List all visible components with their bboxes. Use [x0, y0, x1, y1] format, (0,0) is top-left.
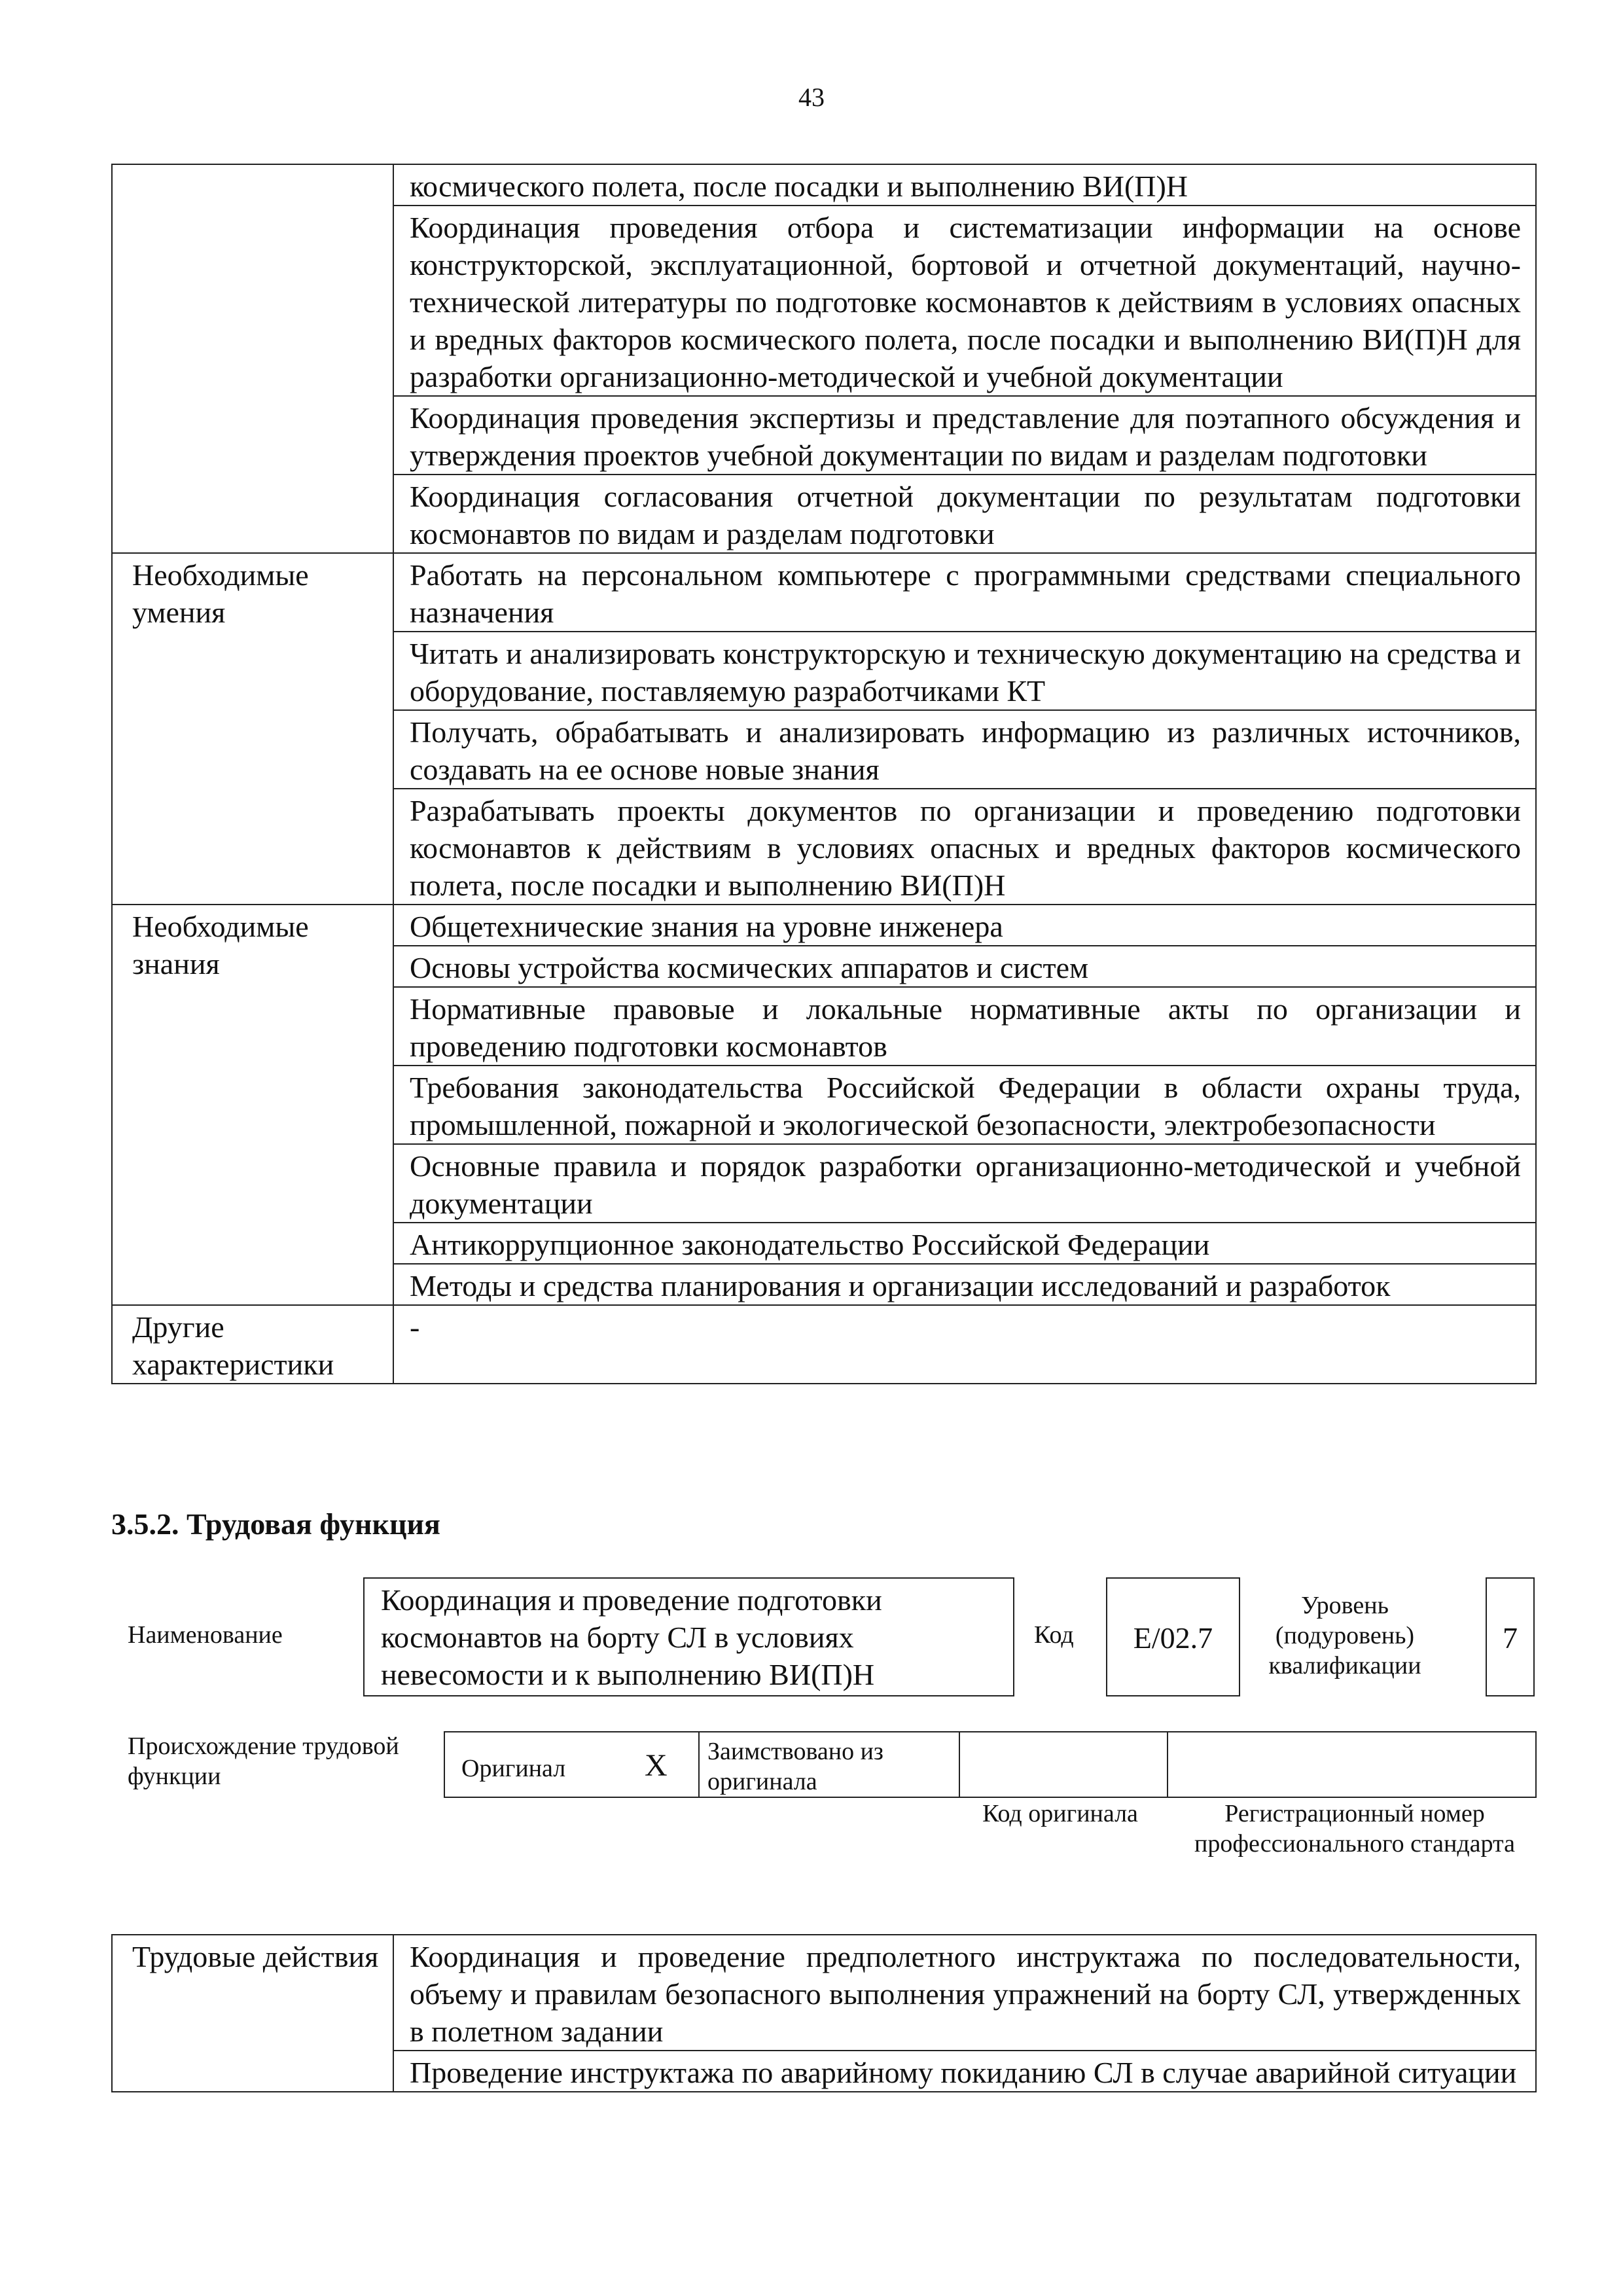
table-cell: Координация и проведение предполетного инструктажа по последовательности, объему и правилам безопасного выполнения упражнений на борту СЛ, утвержденных в полетном задании: [393, 1935, 1536, 2051]
table-cell: Координация проведения отбора и систематизации информации на основе конструкторской, эксплуатационной, бортовой и отчетной документаций, научно-технической литературы по подготовке космонавтов к действиям в условиях опасных и вредных факторов космического полета, после посадки и выполнению ВИ(П)Н для разработки организационно-методической и учебной документации: [393, 206, 1536, 396]
table-cell: Координация проведения экспертизы и представление для поэтапного обсуждения и утверждения проектов учебной документации по видам и разделам подготовки: [393, 396, 1536, 475]
table-cell: Нормативные правовые и локальные нормативные акты по организации и проведению подготовки космонавтов: [393, 987, 1536, 1066]
table-cell: -: [393, 1305, 1536, 1384]
table-cell: Получать, обрабатывать и анализировать информацию из различных источников, создавать на ее основе новые знания: [393, 710, 1536, 789]
code-value: E/02.7: [1133, 1621, 1213, 1655]
name-box: [363, 1577, 1014, 1696]
level-value: 7: [1503, 1621, 1518, 1655]
name-label: Наименование: [128, 1621, 283, 1649]
code-label: Код: [1034, 1621, 1074, 1649]
table-row: [112, 905, 1536, 946]
table-cell: Работать на персональном компьютере с программными средствами специального назначения: [393, 553, 1536, 632]
original-code-cell: [959, 1732, 1167, 1797]
registration-number-caption: Регистрационный номер профессионального стандарта: [1194, 1800, 1515, 1857]
origin-row: [444, 1731, 1537, 1798]
borrowed-cell: [698, 1732, 959, 1797]
table-row: [112, 1935, 1536, 2051]
table-cell: Общетехнические знания на уровне инженера: [393, 905, 1536, 946]
row-label-knowledge: Необходимые знания: [112, 905, 393, 1305]
row-label: [112, 164, 393, 553]
table-cell: Основные правила и порядок разработки организационно-методической и учебной документации: [393, 1144, 1536, 1223]
original-code-caption: Код оригинала: [982, 1800, 1138, 1827]
level-label: Уровень (подуровень) квалификации: [1268, 1592, 1421, 1679]
table-row: [112, 553, 1536, 632]
section-heading: 3.5.2. Трудовая функция: [111, 1507, 440, 1541]
page-number: 43: [798, 82, 825, 112]
table-cell: Читать и анализировать конструкторскую и техническую документацию на средства и оборудование, поставляемую разработчиками КТ: [393, 632, 1536, 710]
origin-label: Происхождение трудовой функции: [128, 1732, 399, 1790]
original-cell: [445, 1732, 698, 1797]
labor-actions-table: [111, 1934, 1537, 2092]
table-cell: Разрабатывать проекты документов по организации и проведению подготовки космонавтов к действиям в условиях опасных и вредных факторов космического полета, после посадки и выполнению ВИ(П)Н: [393, 789, 1536, 905]
table-cell: Основы устройства космических аппаратов и систем: [393, 946, 1536, 987]
table-cell: космического полета, после посадки и выполнению ВИ(П)Н: [393, 164, 1536, 206]
original-mark: X: [645, 1748, 668, 1783]
table-cell: Проведение инструктажа по аварийному покиданию СЛ в случае аварийной ситуации: [393, 2051, 1536, 2092]
table-cell: Координация согласования отчетной документации по результатам подготовки космонавтов по видам и разделам подготовки: [393, 475, 1536, 553]
table-cell: Методы и средства планирования и организации исследований и разработок: [393, 1264, 1536, 1305]
row-label-actions: Трудовые действия: [112, 1935, 393, 2092]
code-box: [1106, 1577, 1240, 1696]
table-cell: Антикоррупционное законодательство Российской Федерации: [393, 1223, 1536, 1264]
competency-table: [111, 164, 1537, 1384]
row-label-skills: Необходимые умения: [112, 553, 393, 905]
borrowed-label: Заимствовано из оригинала: [707, 1738, 883, 1795]
level-box: [1486, 1577, 1535, 1696]
row-label-other: Другие характеристики: [112, 1305, 393, 1384]
table-row: [112, 1305, 1536, 1384]
original-label: Оригинал: [461, 1755, 566, 1782]
function-name: Координация и проведение подготовки космонавтов на борту СЛ в условиях невесомости и к выполнению ВИ(П)Н: [381, 1583, 882, 1691]
table-cell: Требования законодательства Российской Федерации в области охраны труда, промышленной, пожарной и экологической безопасности, электробезопасности: [393, 1066, 1536, 1144]
table-row: [112, 164, 1536, 206]
registration-number-cell: [1167, 1732, 1538, 1797]
